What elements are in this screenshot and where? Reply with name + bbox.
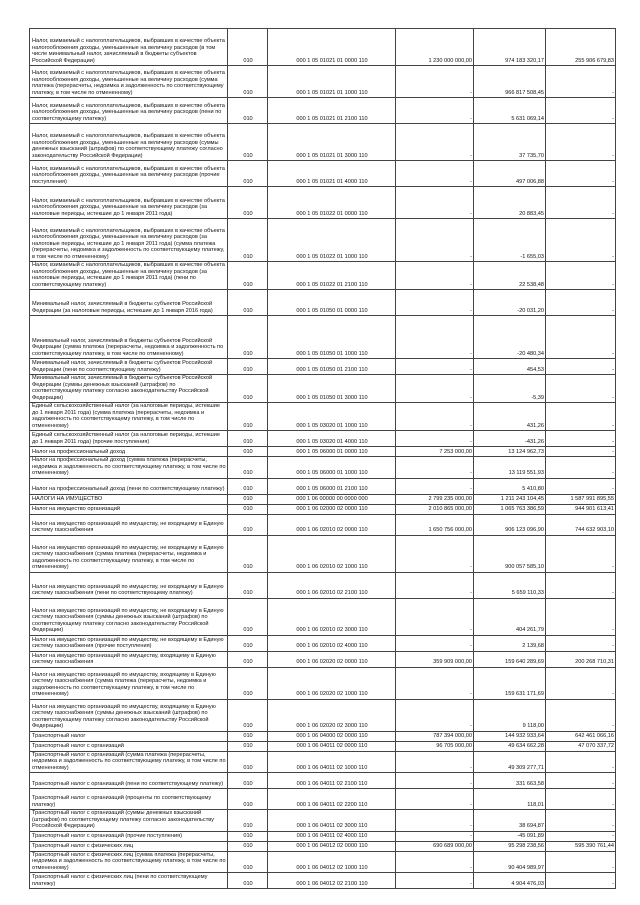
report-table-body xyxy=(30,29,616,889)
cell-plan: - xyxy=(396,98,474,124)
cell-rest: - xyxy=(546,187,616,219)
cell-line: 010 xyxy=(228,290,268,316)
table-row xyxy=(30,504,616,514)
table-row xyxy=(30,572,616,598)
table-row xyxy=(30,699,616,731)
cell-fact: 159 631 171,69 xyxy=(474,667,546,699)
cell-plan: - xyxy=(396,403,474,431)
cell-line: 010 xyxy=(228,29,268,66)
cell-fact: -5,39 xyxy=(474,375,546,403)
cell-fact: 331 663,58 xyxy=(474,773,546,789)
cell-name: Налог на имущество организаций по имуществу, не входящему в Единую систему газоснабжения xyxy=(30,514,228,535)
table-row xyxy=(30,161,616,187)
cell-line: 010 xyxy=(228,699,268,731)
table-row xyxy=(30,514,616,535)
cell-code: 000 1 06 04012 02 0000 110 xyxy=(268,841,396,851)
cell-rest: - xyxy=(546,431,616,447)
cell-fact: 90 404 989,97 xyxy=(474,851,546,873)
cell-fact: 5 631 069,14 xyxy=(474,98,546,124)
cell-plan: - xyxy=(396,359,474,375)
cell-plan: - xyxy=(396,667,474,699)
cell-code: 000 1 06 04000 02 0000 110 xyxy=(268,731,396,741)
cell-line: 010 xyxy=(228,572,268,598)
cell-line: 010 xyxy=(228,535,268,572)
cell-code: 000 1 06 04012 02 2100 110 xyxy=(268,873,396,889)
cell-rest: - xyxy=(546,316,616,359)
table-row xyxy=(30,478,616,494)
cell-name: Налог на имущество организаций по имуществу, не входящему в Единую систему газоснабжения (пени по соответствующему платежу) xyxy=(30,572,228,598)
cell-name: Транспортный налог с физических лиц (сумма платежа (перерасчеты, недоимка и задолженность по соответствующему платежу, в том числе по отмененному) xyxy=(30,851,228,873)
cell-plan: - xyxy=(396,124,474,161)
cell-code: 000 1 06 02020 02 0000 110 xyxy=(268,651,396,667)
cell-fact: 900 057 585,10 xyxy=(474,535,546,572)
cell-line: 010 xyxy=(228,651,268,667)
cell-plan: - xyxy=(396,187,474,219)
cell-line: 010 xyxy=(228,841,268,851)
cell-plan: - xyxy=(396,810,474,832)
cell-plan: 1 230 000 000,00 xyxy=(396,29,474,66)
cell-rest: 744 632 903,10 xyxy=(546,514,616,535)
cell-fact: 906 123 096,90 xyxy=(474,514,546,535)
revenue-report-table xyxy=(29,28,616,889)
cell-code: 000 1 06 04011 02 4000 110 xyxy=(268,831,396,841)
cell-name: Минимальный налог, зачисляемый в бюджеты субъектов Российской Федерации (пени по соответствующему платежу) xyxy=(30,359,228,375)
cell-plan: - xyxy=(396,572,474,598)
cell-code: 000 1 05 01050 01 2100 110 xyxy=(268,359,396,375)
cell-code: 000 1 05 01021 01 0000 110 xyxy=(268,29,396,66)
cell-plan: 7 253 000,00 xyxy=(396,447,474,457)
cell-rest: 255 906 679,83 xyxy=(546,29,616,66)
table-row xyxy=(30,457,616,479)
cell-fact: -1 655,03 xyxy=(474,219,546,262)
table-row xyxy=(30,667,616,699)
table-row xyxy=(30,66,616,98)
cell-rest: - xyxy=(546,262,616,290)
table-row xyxy=(30,831,616,841)
cell-plan: 96 705 000,00 xyxy=(396,741,474,751)
table-row xyxy=(30,635,616,651)
cell-name: Транспортный налог с организаций (проценты по соответствующему платежу) xyxy=(30,789,228,810)
cell-code: 000 1 05 03020 01 1000 110 xyxy=(268,403,396,431)
cell-name: Налог на имущество организаций по имуществу, не входящему в Единую систему газоснабжения (прочие поступления) xyxy=(30,635,228,651)
cell-plan: 2 010 865 000,00 xyxy=(396,504,474,514)
cell-rest: 1 587 991 895,55 xyxy=(546,494,616,504)
cell-line: 010 xyxy=(228,851,268,873)
cell-name: Единый сельскохозяйственный налог (за налоговые периоды, истекшие до 1 января 2011 года) (сумма платежа (перерасчеты, недоимка и задолженность по соответствующему платежу, в том числе по отмененному) xyxy=(30,403,228,431)
cell-name: Транспортный налог xyxy=(30,731,228,741)
cell-line: 010 xyxy=(228,403,268,431)
cell-plan: 1 650 756 000,00 xyxy=(396,514,474,535)
cell-code: 000 1 05 01050 01 0000 110 xyxy=(268,290,396,316)
table-row xyxy=(30,187,616,219)
cell-name: Налог, взимаемый с налогоплательщиков, выбравших в качестве объекта налогообложения доходы, уменьшенные на величину расходов (за налоговые периоды, истекшие до 1 января 2011 года) xyxy=(30,187,228,219)
cell-fact: 20 883,45 xyxy=(474,187,546,219)
cell-plan: - xyxy=(396,699,474,731)
cell-fact: 118,01 xyxy=(474,789,546,810)
cell-rest: - xyxy=(546,219,616,262)
table-row xyxy=(30,810,616,832)
cell-fact: 5 410,80 xyxy=(474,478,546,494)
cell-name: Единый сельскохозяйственный налог (за налоговые периоды, истекшие до 1 января 2011 года) (прочие поступления) xyxy=(30,431,228,447)
cell-plan: - xyxy=(396,773,474,789)
cell-name: Налог, взимаемый с налогоплательщиков, выбравших в качестве объекта налогообложения доходы, уменьшенные на величину расходов (суммы денежных взысканий (штрафов) по соответствующему платежу согласно законодательству Российской Федерации) xyxy=(30,124,228,161)
cell-fact: 95 298 238,56 xyxy=(474,841,546,851)
table-row xyxy=(30,375,616,403)
cell-name: Транспортный налог с организаций (пени по соответствующему платежу) xyxy=(30,773,228,789)
cell-name: Налог, взимаемый с налогоплательщиков, выбравших в качестве объекта налогообложения доходы, уменьшенные на величину расходов (за налоговые периоды, истекшие до 1 января 2011 года) (пени по соответствующему платежу) xyxy=(30,262,228,290)
cell-code: 000 1 05 06000 01 2100 110 xyxy=(268,478,396,494)
cell-fact: 49 309 277,71 xyxy=(474,751,546,773)
cell-rest: - xyxy=(546,403,616,431)
cell-fact: 5 659 110,33 xyxy=(474,572,546,598)
cell-line: 010 xyxy=(228,831,268,841)
table-row xyxy=(30,403,616,431)
cell-line: 010 xyxy=(228,731,268,741)
cell-rest: - xyxy=(546,66,616,98)
cell-rest: - xyxy=(546,161,616,187)
cell-fact: 497 006,88 xyxy=(474,161,546,187)
cell-name: Транспортный налог с физических лиц (пени по соответствующему платежу) xyxy=(30,873,228,889)
cell-name: Налог на профессиональный доход (пени по соответствующему платежу) xyxy=(30,478,228,494)
table-row xyxy=(30,873,616,889)
cell-name: Налог на имущество организаций по имуществу, входящему в Единую систему газоснабжения (сумма платежа (перерасчеты, недоимка и задолженность по соответствующему платежу, в том числе по отмененному) xyxy=(30,667,228,699)
cell-rest: - xyxy=(546,572,616,598)
cell-rest: - xyxy=(546,598,616,635)
table-row xyxy=(30,651,616,667)
cell-fact: 144 932 933,64 xyxy=(474,731,546,741)
cell-name: Налог на профессиональный доход (сумма платежа (перерасчеты, недоимка и задолженность по соответствующему платежу, в том числе по отмененному) xyxy=(30,457,228,479)
cell-rest: - xyxy=(546,635,616,651)
cell-fact: -20 480,34 xyxy=(474,316,546,359)
table-row xyxy=(30,751,616,773)
cell-code: 000 1 06 04011 02 3000 110 xyxy=(268,810,396,832)
cell-line: 010 xyxy=(228,124,268,161)
table-row xyxy=(30,98,616,124)
cell-fact: 1 211 243 104,45 xyxy=(474,494,546,504)
cell-code: 000 1 06 04011 02 0000 110 xyxy=(268,741,396,751)
cell-fact: 404 261,79 xyxy=(474,598,546,635)
table-row xyxy=(30,431,616,447)
cell-name: Налог на имущество организаций по имуществу, не входящему в Единую систему газоснабжения (суммы денежных взысканий (штрафов) по соответствующему платежу согласно законодательству Российской Федерации) xyxy=(30,598,228,635)
cell-plan: - xyxy=(396,161,474,187)
cell-line: 010 xyxy=(228,219,268,262)
cell-line: 010 xyxy=(228,635,268,651)
cell-code: 000 1 05 01022 01 1000 110 xyxy=(268,219,396,262)
cell-name: Налог, взимаемый с налогоплательщиков, выбравших в качестве объекта налогообложения доходы, уменьшенные на величину расходов (в том числе минимальный налог, зачисляемый в бюджеты субъектов Российской Федерации) xyxy=(30,29,228,66)
cell-code: 000 1 06 02010 02 3000 110 xyxy=(268,598,396,635)
table-row xyxy=(30,359,616,375)
cell-name: Транспортный налог с организаций (прочие поступления) xyxy=(30,831,228,841)
cell-rest: - xyxy=(546,457,616,479)
cell-code: 000 1 06 02020 02 1000 110 xyxy=(268,667,396,699)
cell-plan: - xyxy=(396,290,474,316)
cell-rest: 944 901 613,41 xyxy=(546,504,616,514)
cell-code: 000 1 06 02000 02 0000 110 xyxy=(268,504,396,514)
cell-fact: 1 065 763 386,59 xyxy=(474,504,546,514)
cell-name: Транспортный налог с физических лиц xyxy=(30,841,228,851)
cell-fact: 13 124 962,73 xyxy=(474,447,546,457)
table-row xyxy=(30,447,616,457)
cell-line: 010 xyxy=(228,66,268,98)
cell-name: Налог на имущество организаций по имуществу, входящему в Единую систему газоснабжения xyxy=(30,651,228,667)
cell-line: 010 xyxy=(228,504,268,514)
cell-code: 000 1 06 02010 02 0000 110 xyxy=(268,514,396,535)
cell-code: 000 1 05 01021 01 3000 110 xyxy=(268,124,396,161)
cell-plan: - xyxy=(396,851,474,873)
cell-rest: - xyxy=(546,831,616,841)
cell-rest: - xyxy=(546,447,616,457)
cell-plan: - xyxy=(396,789,474,810)
cell-rest: 200 268 710,31 xyxy=(546,651,616,667)
cell-line: 010 xyxy=(228,161,268,187)
cell-code: 000 1 06 02010 02 1000 110 xyxy=(268,535,396,572)
cell-plan: - xyxy=(396,375,474,403)
cell-fact: -20 031,20 xyxy=(474,290,546,316)
cell-line: 010 xyxy=(228,431,268,447)
cell-rest: - xyxy=(546,290,616,316)
cell-code: 000 1 06 00000 00 0000 000 xyxy=(268,494,396,504)
cell-plan: - xyxy=(396,635,474,651)
cell-fact: -45 091,89 xyxy=(474,831,546,841)
cell-line: 010 xyxy=(228,447,268,457)
cell-name: Минимальный налог, зачисляемый в бюджеты субъектов Российской Федерации (сумма платежа (перерасчеты, недоимка и задолженность по соответствующему платежу, в том числе по отмененному) xyxy=(30,316,228,359)
cell-rest: - xyxy=(546,699,616,731)
cell-line: 010 xyxy=(228,187,268,219)
cell-fact: 974 183 320,17 xyxy=(474,29,546,66)
cell-plan: - xyxy=(396,431,474,447)
cell-plan: 359 909 000,00 xyxy=(396,651,474,667)
cell-rest: - xyxy=(546,810,616,832)
cell-plan: - xyxy=(396,598,474,635)
cell-code: 000 1 05 01021 01 4000 110 xyxy=(268,161,396,187)
cell-line: 010 xyxy=(228,667,268,699)
cell-name: Транспортный налог с организаций (сумма платежа (перерасчеты, недоимка и задолженность по соответствующему платежу, в том числе по отмененному) xyxy=(30,751,228,773)
cell-rest: - xyxy=(546,478,616,494)
cell-name: Транспортный налог с организаций xyxy=(30,741,228,751)
cell-fact: 9 118,00 xyxy=(474,699,546,731)
cell-rest: - xyxy=(546,124,616,161)
cell-code: 000 1 05 06000 01 1000 110 xyxy=(268,457,396,479)
cell-rest: - xyxy=(546,789,616,810)
cell-plan: 787 394 000,00 xyxy=(396,731,474,741)
cell-plan: - xyxy=(396,66,474,98)
cell-rest: - xyxy=(546,667,616,699)
cell-plan: - xyxy=(396,219,474,262)
table-row xyxy=(30,773,616,789)
cell-name: Налог на имущество организаций xyxy=(30,504,228,514)
table-row xyxy=(30,262,616,290)
cell-name: Налог, взимаемый с налогоплательщиков, выбравших в качестве объекта налогообложения доходы, уменьшенные на величину расходов (пени по соответствующему платежу) xyxy=(30,98,228,124)
table-row xyxy=(30,290,616,316)
cell-plan: 2 799 235 000,00 xyxy=(396,494,474,504)
cell-rest: - xyxy=(546,773,616,789)
table-row xyxy=(30,598,616,635)
cell-rest: 642 461 066,16 xyxy=(546,731,616,741)
cell-plan: 690 689 000,00 xyxy=(396,841,474,851)
cell-fact: 49 634 662,28 xyxy=(474,741,546,751)
cell-line: 010 xyxy=(228,359,268,375)
cell-line: 010 xyxy=(228,494,268,504)
cell-line: 010 xyxy=(228,262,268,290)
cell-line: 010 xyxy=(228,751,268,773)
table-row xyxy=(30,851,616,873)
cell-fact: 454,53 xyxy=(474,359,546,375)
cell-name: Налог, взимаемый с налогоплательщиков, выбравших в качестве объекта налогообложения доходы, уменьшенные на величину расходов (прочие поступления) xyxy=(30,161,228,187)
table-row xyxy=(30,316,616,359)
cell-name: Транспортный налог с организаций (суммы денежных взысканий (штрафов) по соответствующему платежу согласно законодательству Российской Федерации) xyxy=(30,810,228,832)
cell-name: Минимальный налог, зачисляемый в бюджеты субъектов Российской Федерации (суммы денежных взысканий (штрафов) по соответствующему платежу согласно законодательству Российской Федерации) xyxy=(30,375,228,403)
cell-code: 000 1 06 04011 02 1000 110 xyxy=(268,751,396,773)
cell-code: 000 1 06 02010 02 2100 110 xyxy=(268,572,396,598)
cell-line: 010 xyxy=(228,789,268,810)
cell-name: Минимальный налог, зачисляемый в бюджеты субъектов Российской Федерации (за налоговые периоды, истекшие до 1 января 2016 года) xyxy=(30,290,228,316)
table-row xyxy=(30,219,616,262)
cell-rest: - xyxy=(546,535,616,572)
cell-line: 010 xyxy=(228,773,268,789)
cell-code: 000 1 05 03020 01 4000 110 xyxy=(268,431,396,447)
table-row xyxy=(30,741,616,751)
cell-line: 010 xyxy=(228,810,268,832)
cell-line: 010 xyxy=(228,873,268,889)
cell-plan: - xyxy=(396,831,474,841)
cell-plan: - xyxy=(396,535,474,572)
cell-rest: - xyxy=(546,359,616,375)
cell-code: 000 1 06 02020 02 3000 110 xyxy=(268,699,396,731)
cell-fact: 966 817 508,45 xyxy=(474,66,546,98)
cell-rest: - xyxy=(546,851,616,873)
cell-rest: - xyxy=(546,751,616,773)
cell-name: Налог, взимаемый с налогоплательщиков, выбравших в качестве объекта налогообложения доходы, уменьшенные на величину расходов (за налоговые периоды, истекшие до 1 января 2011 года) (сумма платежа (перерасчеты, недоимка и задолженность по соответствующему платежу, в том числе по отмененному) xyxy=(30,219,228,262)
cell-fact: 2 139,68 xyxy=(474,635,546,651)
cell-name: НАЛОГИ НА ИМУЩЕСТВО xyxy=(30,494,228,504)
cell-rest: 47 070 337,72 xyxy=(546,741,616,751)
cell-rest: - xyxy=(546,98,616,124)
cell-fact: 22 538,48 xyxy=(474,262,546,290)
cell-plan: - xyxy=(396,457,474,479)
cell-rest: - xyxy=(546,375,616,403)
cell-name: Налог, взимаемый с налогоплательщиков, выбравших в качестве объекта налогообложения доходы, уменьшенные на величину расходов (сумма платежа (перерасчеты, недоимка и задолженность по соответствующему платежу, в том числе по отмененному) xyxy=(30,66,228,98)
table-row xyxy=(30,535,616,572)
cell-name: Налог на профессиональный доход xyxy=(30,447,228,457)
cell-fact: 37 735,70 xyxy=(474,124,546,161)
cell-plan: - xyxy=(396,478,474,494)
table-row xyxy=(30,789,616,810)
cell-rest: 595 390 761,44 xyxy=(546,841,616,851)
cell-code: 000 1 06 04011 02 2100 110 xyxy=(268,773,396,789)
cell-code: 000 1 05 01050 01 1000 110 xyxy=(268,316,396,359)
cell-code: 000 1 05 01050 01 3000 110 xyxy=(268,375,396,403)
cell-name: Налог на имущество организаций по имуществу, входящему в Единую систему газоснабжения (суммы денежных взысканий (штрафов) по соответствующему платежу согласно законодательству Российской Федерации) xyxy=(30,699,228,731)
cell-line: 010 xyxy=(228,98,268,124)
cell-code: 000 1 05 06000 01 0000 110 xyxy=(268,447,396,457)
cell-plan: - xyxy=(396,873,474,889)
cell-line: 010 xyxy=(228,514,268,535)
cell-code: 000 1 06 02010 02 4000 110 xyxy=(268,635,396,651)
cell-fact: 4 904 476,03 xyxy=(474,873,546,889)
table-row xyxy=(30,494,616,504)
cell-fact: 38 694,87 xyxy=(474,810,546,832)
table-row xyxy=(30,29,616,66)
cell-code: 000 1 06 04011 02 2200 110 xyxy=(268,789,396,810)
table-row xyxy=(30,731,616,741)
cell-plan: - xyxy=(396,751,474,773)
cell-line: 010 xyxy=(228,741,268,751)
cell-line: 010 xyxy=(228,478,268,494)
cell-line: 010 xyxy=(228,316,268,359)
cell-line: 010 xyxy=(228,375,268,403)
cell-code: 000 1 06 04012 02 1000 110 xyxy=(268,851,396,873)
table-row xyxy=(30,841,616,851)
cell-line: 010 xyxy=(228,598,268,635)
cell-code: 000 1 05 01021 01 2100 110 xyxy=(268,98,396,124)
cell-rest: - xyxy=(546,873,616,889)
cell-fact: 13 119 551,93 xyxy=(474,457,546,479)
cell-line: 010 xyxy=(228,457,268,479)
cell-code: 000 1 05 01022 01 0000 110 xyxy=(268,187,396,219)
cell-name: Налог на имущество организаций по имуществу, не входящему в Единую систему газоснабжения (сумма платежа (перерасчеты, недоимка и задолженность по соответствующему платежу, в том числе по отмененному) xyxy=(30,535,228,572)
cell-fact: 431,26 xyxy=(474,403,546,431)
cell-fact: -431,26 xyxy=(474,431,546,447)
cell-plan: - xyxy=(396,316,474,359)
cell-plan: - xyxy=(396,262,474,290)
cell-code: 000 1 05 01022 01 2100 110 xyxy=(268,262,396,290)
cell-fact: 159 640 289,69 xyxy=(474,651,546,667)
cell-code: 000 1 05 01021 01 1000 110 xyxy=(268,66,396,98)
table-row xyxy=(30,124,616,161)
